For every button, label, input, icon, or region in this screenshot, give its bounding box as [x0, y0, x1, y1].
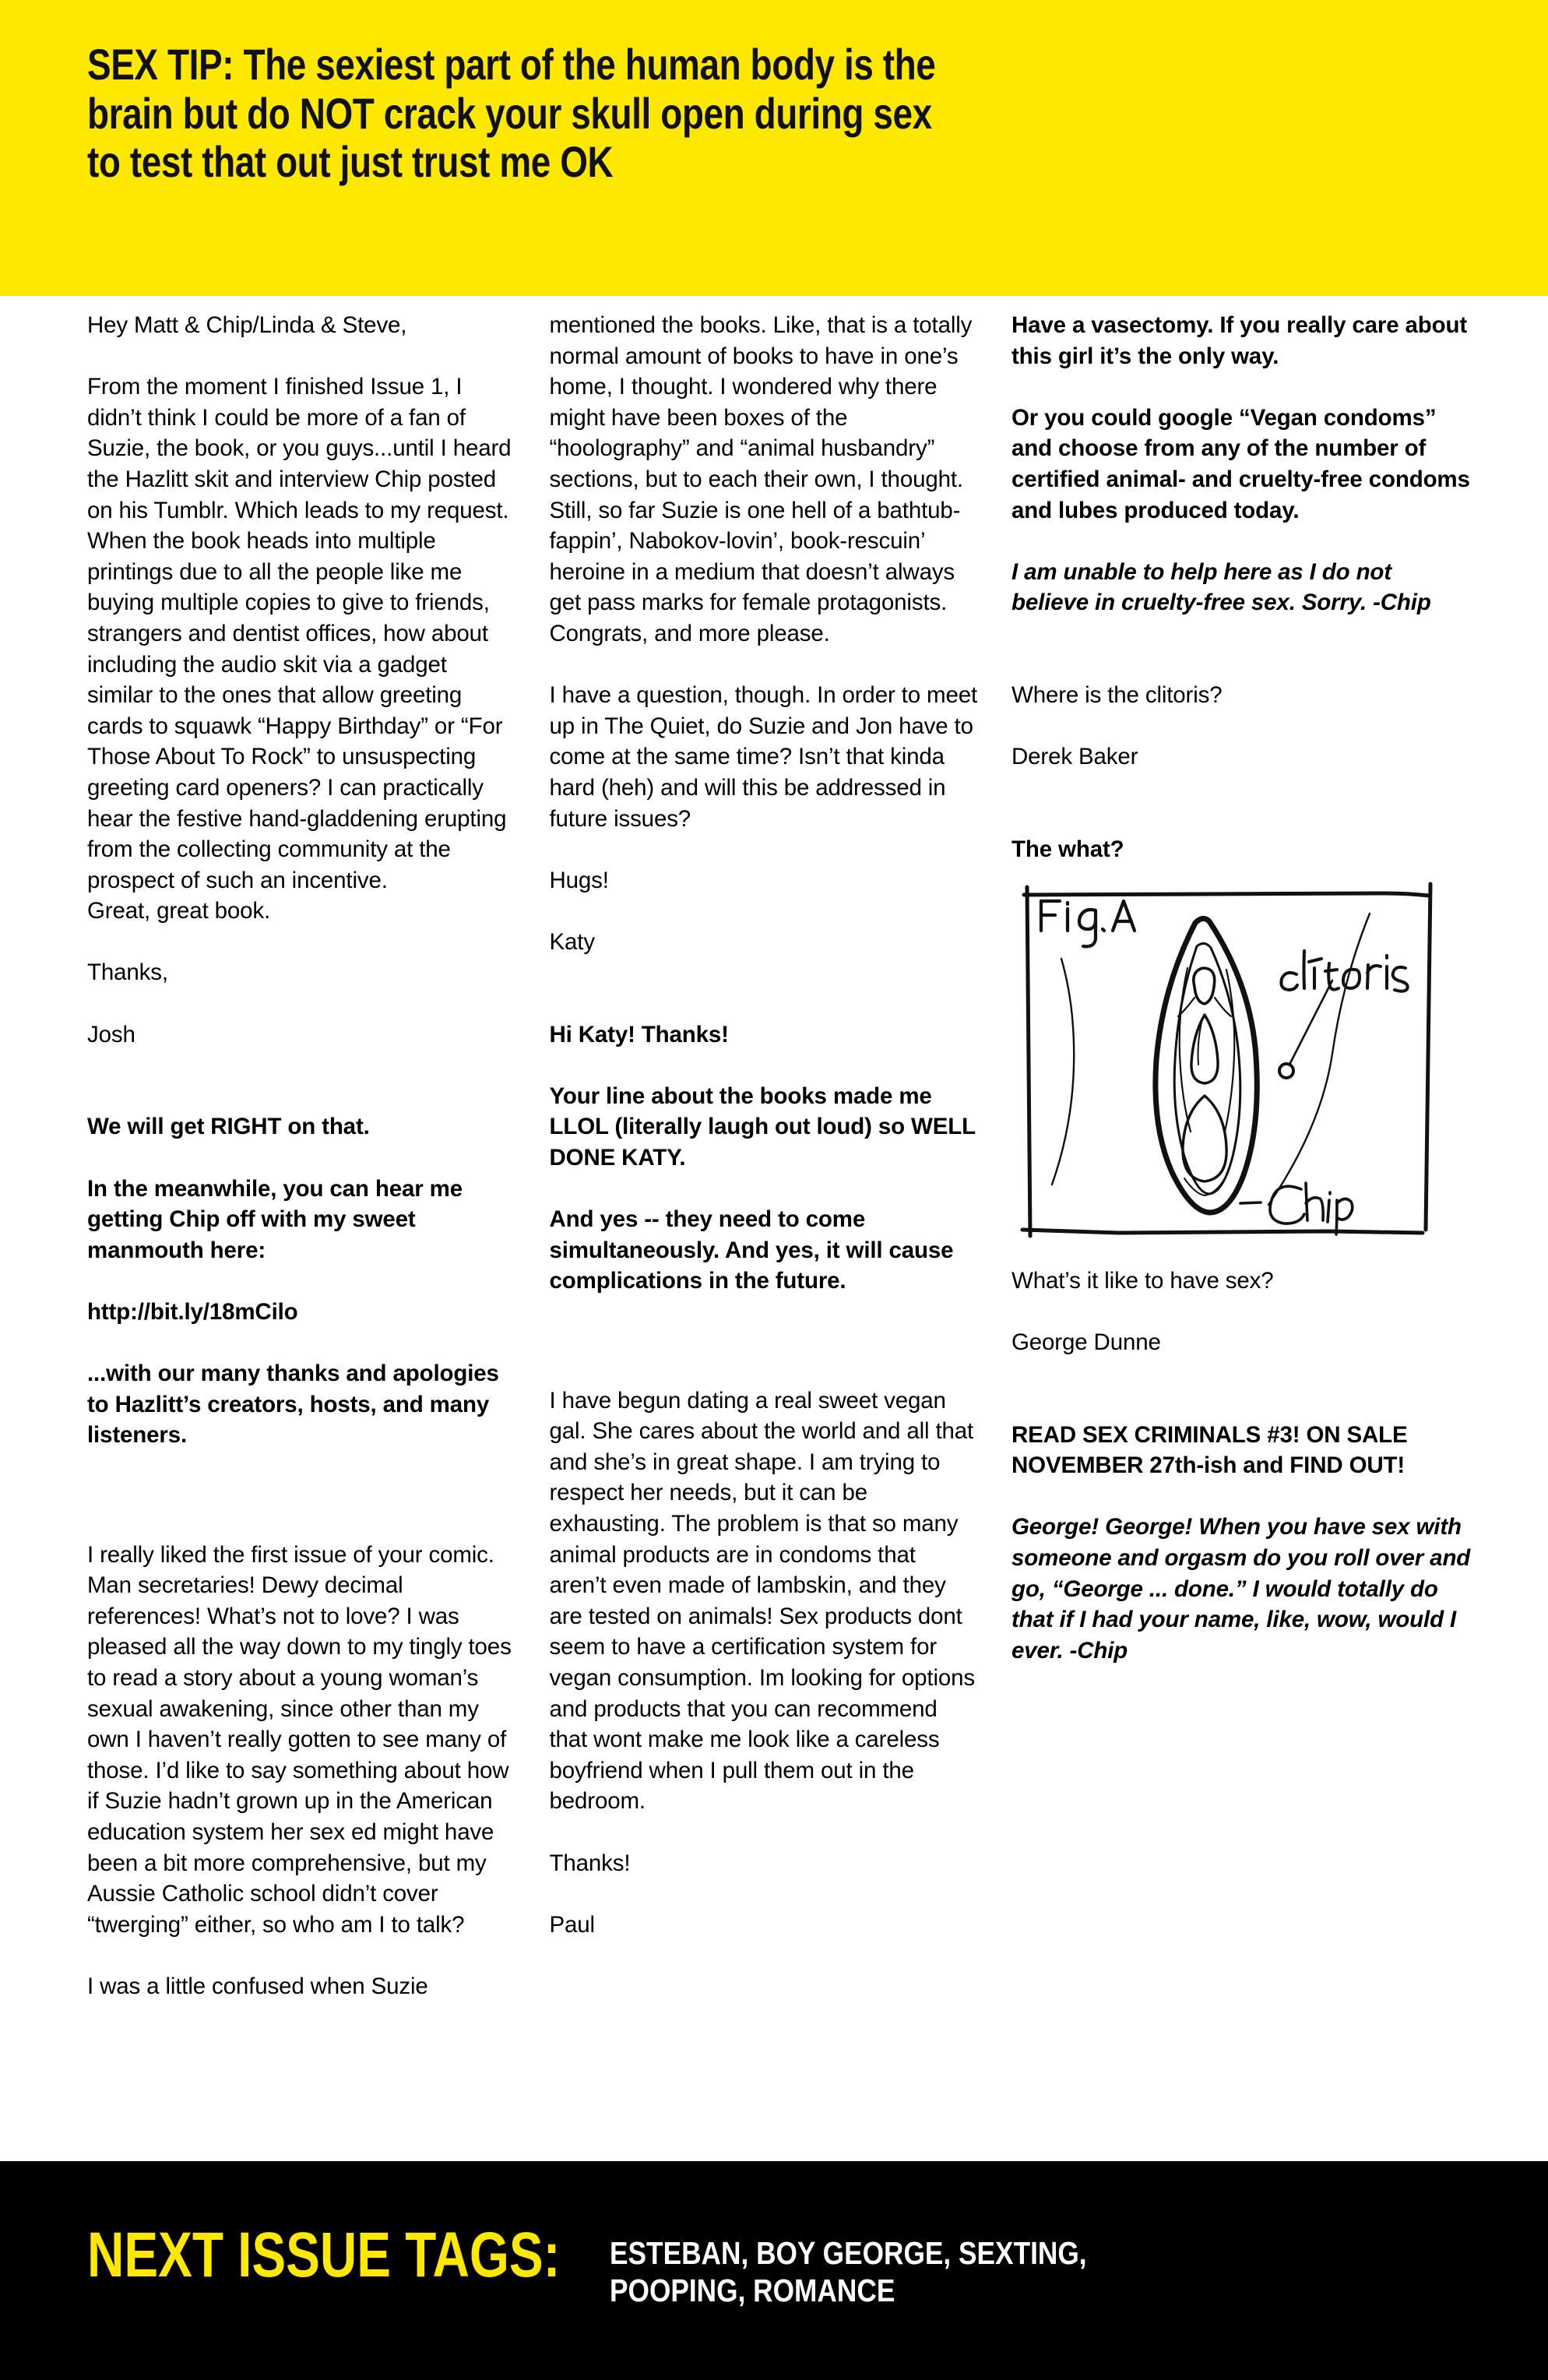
- letter-body-continued: I was a little confused when Suzie: [87, 1973, 428, 1999]
- letters-columns: [0, 296, 1548, 2161]
- clitoris-label-glyphs: [1281, 951, 1407, 991]
- figure-label-glyphs: [1041, 901, 1135, 946]
- editor-reply-chip-note: I am unable to help here as I do not believe in cruelty-free sex. Sorry. -Chip: [1011, 558, 1431, 616]
- column-one: [87, 310, 515, 2033]
- chip-signature-glyphs: [1240, 1183, 1353, 1234]
- section-spacer: [87, 1482, 515, 1540]
- letter-salutation: Hey Matt & Chip/Linda & Steve,: [87, 312, 407, 338]
- sex-tip-line-3: to test that out just trust me OK: [87, 137, 614, 187]
- letter-author-name: George Dunne: [1011, 1329, 1161, 1355]
- letter-question: I have a question, though. In order to meet up in The Quiet, do Suzie and Jon have to come at the same time? Isn’t that kinda hard (heh) and will this be addressed in future issues?: [549, 682, 977, 832]
- letter-author-name: Paul: [549, 1911, 595, 1938]
- letter-body: I have begun dating a real sweet vegan gal. She cares about the world and all that and she’s in great shape. I am trying to respect her needs, but it can be exhausting. The problem is that so many animal products are in condoms that aren’t even made of lambskin, and they are tested on animals! Sex products dont seem to have a certification system for vegan consumption. Im looking for options and products that you can recommend that wont make me look like a careless boyfriend when I pull them out in the bedroom.: [549, 1387, 975, 1815]
- letter-body: Where is the clitoris?: [1011, 682, 1223, 709]
- section-spacer: [1011, 1389, 1473, 1420]
- editor-reply-line: Have a vasectomy. If you really care about this girl it’s the only way.: [1011, 312, 1468, 369]
- letter-author-name: Derek Baker: [1011, 744, 1138, 770]
- next-issue-heading: NEXT ISSUE TAGS:: [87, 2220, 561, 2290]
- next-issue-tags-inner: [87, 2222, 1165, 2309]
- section-spacer: [1011, 650, 1473, 681]
- sex-tip-headline: [87, 40, 1211, 187]
- editor-reply-line: Your line about the books made me LLOL (literally laugh out loud) so WELL DONE KATY.: [549, 1083, 976, 1171]
- section-spacer: [1011, 804, 1473, 835]
- next-issue-tags-banner: [0, 2161, 1548, 2380]
- top-sex-tip-banner: [0, 0, 1548, 296]
- editor-reply-line: Hi Katy! Thanks!: [549, 1021, 729, 1047]
- letter-signoff: Hugs!: [549, 867, 609, 893]
- letter-body: I really liked the first issue of your comic. Man secretaries! Dewy decimal references! What’s not to love? I was pleased all the way down to my tingly toes to read a story about a young woman’s sexual awakening, since other than my own I haven’t really gotten to see many of those. I’d like to say something about how if Suzie hadn’t grown up in the American education system her sex ed might have been a bit more comprehensive, but my Aussie Catholic school didn’t cover “twerging” either, so who am I to talk?: [87, 1541, 512, 1938]
- tags-line-2: POOPING, ROMANCE: [610, 2273, 895, 2308]
- letter-signoff: Thanks!: [549, 1850, 631, 1876]
- letter-body-continued: mentioned the books. Like, that is a totally normal amount of books to have in one’s home, I thought. I wondered why there might have been boxes of the “hoolography” and “animal husbandry” sections, but to each their own, I thought. Still, so far Suzie is one hell of a bathtub-fappin’, Nabokov-lovin’, book-rescuin’ heroine in a medium that doesn’t always get pass marks for female protagonists. Congrats, and more please.: [549, 312, 973, 646]
- anatomical-figure-panel: [1018, 870, 1454, 1242]
- sex-tip-line-2: brain but do NOT crack your skull open during sex: [87, 88, 932, 138]
- editor-reply-chip-note: George! George! When you have sex with someone and orgasm do you roll over and go, “George ... done.” I would totally do that if I had your name, like, wow, would I ever. -Chip: [1011, 1514, 1471, 1664]
- editor-reply-promo: READ SEX CRIMINALS #3! ON SALE NOVEMBER 27th-ish and FIND OUT!: [1011, 1421, 1408, 1479]
- editor-reply-line: The what?: [1011, 836, 1124, 863]
- editor-reply-line: And yes -- they need to come simultaneously. And yes, it will cause complications in the future.: [549, 1206, 954, 1294]
- letter-body: What’s it like to have sex?: [1011, 1267, 1274, 1294]
- next-issue-tags-list: [610, 2222, 1087, 2309]
- sex-tip-line-1: SEX TIP: The sexiest part of the human body is the: [87, 40, 936, 89]
- letter-body: From the moment I finished Issue 1, I didn’t think I could be more of a fan of Suzie, the book, or you guys...until I heard the Hazlitt skit and interview Chip posted on his Tumblr. Which leads to my request. When the book heads into multiple printings due to all the people like me buying multiple copies to give to friends, strangers and dentist offices, how about including the audio skit via a gadget similar to the ones that allow greeting cards to squawk “Happy Birthday” or “For Those About To Rock” to unsuspecting greeting card openers? I can practically hear the festive hand-gladdening erupting from the collecting community at the prospect of such an incentive.: [87, 374, 512, 893]
- letter-author-name: Katy: [549, 928, 595, 955]
- column-three: [1011, 310, 1473, 1697]
- tags-line-1: ESTEBAN, BOY GEORGE, SEXTING,: [610, 2235, 1087, 2271]
- editor-reply-line: Or you could google “Vegan condoms” and choose from any of the number of certified animal- and cruelty-free condoms and lubes produced today.: [1011, 404, 1470, 523]
- column-two: [550, 310, 978, 1971]
- letter-postscript: Great, great book.: [87, 898, 271, 924]
- editor-reply-line: We will get RIGHT on that.: [87, 1114, 370, 1140]
- editor-reply-line: In the meanwhile, you can hear me getting Chip off with my sweet manmouth here:: [87, 1175, 463, 1263]
- section-spacer: [550, 988, 978, 1019]
- editor-reply-line: ...with our many thanks and apologies to Hazlitt’s creators, hosts, and many listeners.: [87, 1361, 499, 1449]
- letter-signoff: Thanks,: [87, 959, 168, 986]
- editor-reply-link[interactable]: http://bit.ly/18mCilo: [87, 1299, 298, 1325]
- section-spacer: [550, 1328, 978, 1385]
- section-spacer: [87, 1081, 515, 1112]
- letter-author-name: Josh: [87, 1021, 135, 1047]
